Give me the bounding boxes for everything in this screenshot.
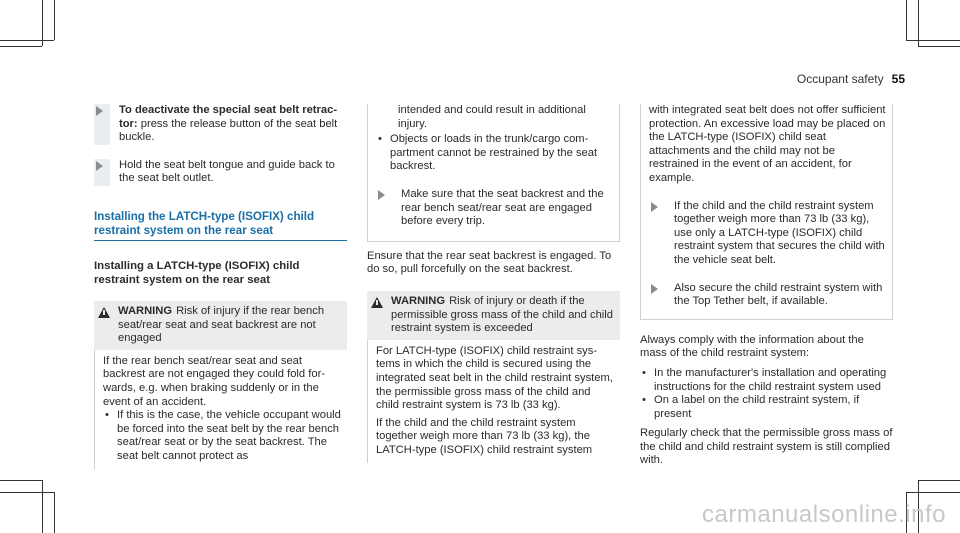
- warning-box: [367, 291, 620, 464]
- warning-triangle-icon: [371, 297, 383, 308]
- column-3: [640, 104, 893, 474]
- warning-title: Risk of injury or death if the permissible gross mass of the child and child restraint system is exceeded: [391, 294, 613, 335]
- warning-label: WARNING: [118, 304, 173, 317]
- warning-paragraph: For LATCH-type (ISOFIX) child restraint systems in which the child is secured using the integrated seat belt in the child restraint system, the permissible gross mass of the child and child restraint system is 73 lb (33 kg).: [376, 344, 613, 412]
- paragraph: Regularly check that the permissible gross mass of the child and child restraint system is still complied with.: [640, 427, 893, 467]
- warning-bullet: [103, 409, 341, 463]
- bullet-text: On a label on the child restraint system, if present: [654, 394, 860, 420]
- warning-triangle-icon: [98, 307, 110, 318]
- crop-mark: [42, 480, 43, 533]
- sub-heading: Installing a LATCH-type (ISOFIX) child restraint system on the rear seat: [94, 259, 300, 286]
- warning-continued: [640, 104, 893, 320]
- warning-box: [94, 301, 347, 470]
- bullet-dot: •: [378, 133, 382, 146]
- paragraph: Always comply with the information about the mass of the child restraint system:: [640, 333, 864, 360]
- warning-body: [94, 350, 347, 470]
- step-text: If the child and the child restraint system together weigh more than 73 lb (33 kg), use only a LATCH-type (ISOFIX) child restraint system that secures the child with the vehicle seat belt.: [674, 199, 885, 266]
- column-1: [94, 104, 347, 470]
- crop-mark: [906, 40, 960, 41]
- warning-paragraph: If the rear bench seat/rear seat and seat backrest are not engaged they could fold forwards, e.g. when braking suddenly or in the event of an accident.: [103, 354, 326, 408]
- section-heading: Installing the LATCH-type (ISOFIX) child restraint system on the rear seat: [94, 210, 347, 241]
- crop-mark: [0, 480, 42, 481]
- watermark: carmanualsonline.info: [702, 501, 946, 528]
- step-arrow-icon: [96, 106, 103, 116]
- bullet-text: Objects or loads in the trunk/cargo compartment cannot be restrained by the seat backrest.: [390, 133, 598, 173]
- warning-header: [367, 291, 620, 340]
- list-item: [640, 367, 893, 394]
- warning-body: [367, 340, 620, 464]
- step-text: Make sure that the seat backrest and the rear bench seat/rear seat are engaged before every trip.: [401, 187, 604, 228]
- continued-text: with integrated seat belt does not offer sufficient protection. An excessive load may be placed on the LATCH-type (ISOFIX) child seat attachments and the child may not be restrained in the event of an accident, for example.: [649, 104, 886, 184]
- instruction-step: [649, 200, 886, 268]
- crop-mark: [918, 480, 960, 481]
- step-arrow-icon: [651, 202, 658, 212]
- instruction-step: [94, 104, 347, 145]
- instruction-step: [376, 188, 613, 229]
- step-text: press the release button of the seat belt buckle.: [119, 117, 338, 144]
- continued-text: [376, 104, 613, 131]
- bullet-text: In the manufacturer's installation and operating instructions for the child restraint system used: [654, 366, 887, 393]
- list-item: [640, 394, 893, 421]
- warning-label: WARNING: [391, 294, 446, 307]
- crop-mark: [54, 492, 55, 533]
- crop-mark: [906, 492, 960, 493]
- warning-paragraph: If the child and the child restraint system together weigh more than 73 lb (33 kg), the LATCH-type (ISOFIX) child restraint system: [376, 416, 593, 456]
- step-text: Hold the seat belt tongue and guide back to the seat belt outlet.: [119, 158, 335, 185]
- warning-header: [94, 301, 347, 350]
- page-number: 55: [891, 72, 905, 86]
- crop-mark: [0, 46, 42, 47]
- page-header: [797, 72, 905, 86]
- crop-mark: [918, 46, 960, 47]
- step-arrow-icon: [96, 161, 103, 171]
- continued-text-value: intended and could result in additional injury.: [398, 104, 586, 130]
- crop-mark: [906, 0, 907, 40]
- step-bold-text: To deactivate the special seat belt retractor:: [119, 104, 338, 130]
- bullet-dot: •: [642, 366, 646, 379]
- bullet-text: If this is the case, the vehicle occupant would be forced into the seat belt by the rear bench seat/rear seat or by the seat backrest. The seat belt cannot protect as: [117, 409, 341, 462]
- bullet-dot: •: [642, 394, 646, 407]
- warning-bullet: [376, 133, 613, 174]
- crop-mark: [54, 0, 55, 40]
- crop-mark: [0, 492, 54, 493]
- instruction-step: [94, 159, 347, 186]
- step-arrow-icon: [378, 190, 385, 200]
- instruction-step: [649, 282, 886, 309]
- column-2: [367, 104, 620, 463]
- crop-mark: [918, 0, 919, 46]
- paragraph: Ensure that the rear seat backrest is engaged. To do so, pull forcefully on the seat backrest.: [367, 249, 612, 276]
- warning-title: Risk of injury if the rear bench seat/rear seat and seat backrest are not engaged: [118, 304, 325, 345]
- step-text: Also secure the child restraint system with the Top Tether belt, if available.: [674, 281, 883, 308]
- step-arrow-icon: [651, 284, 658, 294]
- warning-continued: [367, 104, 620, 242]
- section-title: Occupant safety: [796, 72, 884, 86]
- bullet-dot: •: [105, 409, 109, 422]
- crop-mark: [0, 40, 54, 41]
